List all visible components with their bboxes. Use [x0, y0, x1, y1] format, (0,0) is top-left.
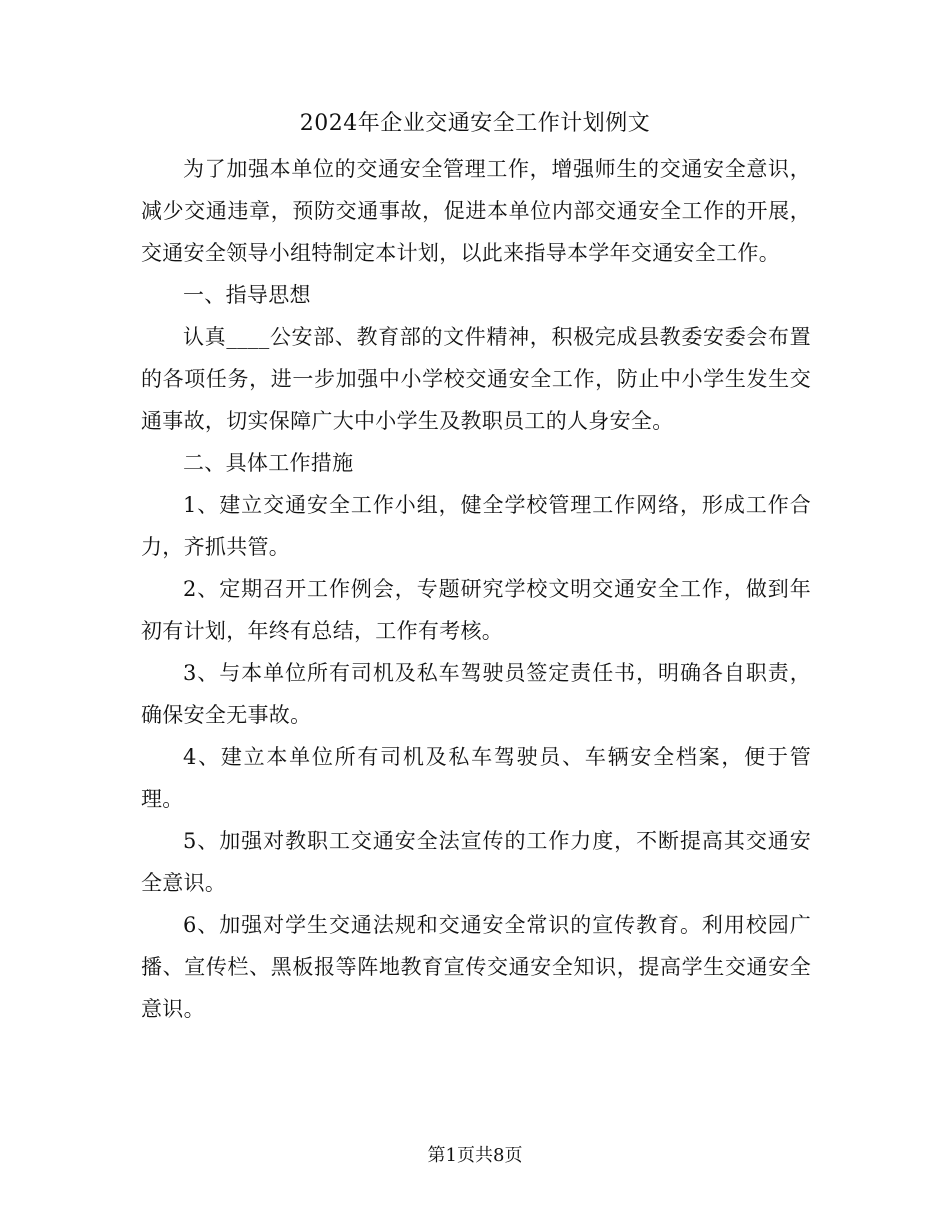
- document-title: 2024年企业交通安全工作计划例文: [299, 111, 651, 136]
- measure-item-5: 5、加强对教职工交通安全法宣传的工作力度，不断提高其交通安全意识。: [141, 829, 811, 895]
- document-body: [141, 148, 811, 1030]
- paragraph-intro: 为了加强本单位的交通安全管理工作，增强师生的交通安全意识，减少交通违章，预防交通事故，促进本单位内部交通安全工作的开展，交通安全领导小组特制定本计划，以此来指导本学年交通安全工作。: [141, 157, 811, 265]
- page-number-footer: 第1页共8页: [427, 1145, 523, 1166]
- paragraph-guiding-thought: 认真____公安部、教育部的文件精神，积极完成县教委安委会布置的各项任务，进一步加强中小学校交通安全工作，防止中小学生发生交通事故，切实保障广大中小学生及教职员工的人身安全。: [141, 325, 811, 433]
- measure-item-6: 6、加强对学生交通法规和交通安全常识的宣传教育。利用校园广播、宣传栏、黑板报等阵地教育宣传交通安全知识，提高学生交通安全意识。: [141, 913, 811, 1021]
- measure-item-4: 4、建立本单位所有司机及私车驾驶员、车辆安全档案，便于管理。: [141, 745, 811, 811]
- heading-specific-measures: 二、具体工作措施: [183, 451, 354, 475]
- measure-item-1: 1、建立交通安全工作小组，健全学校管理工作网络，形成工作合力，齐抓共管。: [141, 493, 811, 559]
- measure-item-3: 3、与本单位所有司机及私车驾驶员签定责任书，明确各自职责，确保安全无事故。: [141, 661, 811, 727]
- heading-guiding-thought: 一、指导思想: [183, 283, 311, 307]
- measure-item-2: 2、定期召开工作例会，专题研究学校文明交通安全工作，做到年初有计划，年终有总结，工作有考核。: [141, 577, 811, 643]
